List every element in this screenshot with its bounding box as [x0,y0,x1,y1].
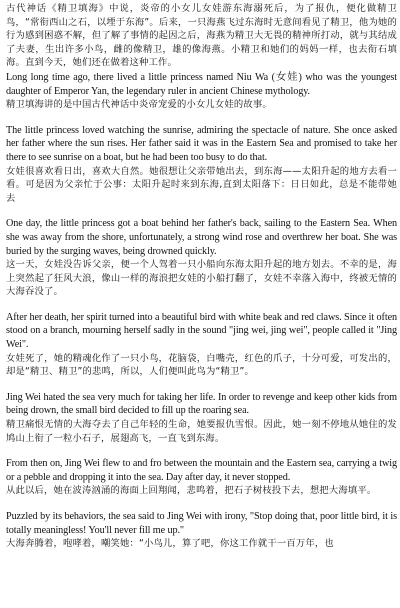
paragraph-sunrise-english: The little princess loved watching the sunrise, admiring the spectacle of nature. She once asked her father where the sun rises. Her father said it was in the Eastern Sea and promised to take her there to see sunrise on a boat, but he had been too busy to do that. [6,124,397,163]
paragraph-sea-irony-english: Puzzled by its behaviors, the sea said to Jing Wei with irony, "Stop doing that, poor little bird, it is totally meaningless! You'll never fill me up." [6,511,397,536]
paragraph-filling-sea-english: From then on, Jing Wei flew to and fro between the mountain and the Eastern sea, carrying a twig or a pebble and dropping it into the sea. Day after day, it never stopped. [6,458,397,483]
paragraph-boat [6,217,397,299]
paragraph-sea-irony-chinese: 大海奔腾着，咆哮着，嘲笑她：“小鸟儿，算了吧，你这工作就干一百万年，也 [6,538,334,550]
paragraph-spirit-bird-chinese: 女娃死了，她的精魂化作了一只小鸟，花脑袋，白嘴壳，红色的爪子，十分可爱，可发出的，却是“精卫、精卫”的悲鸣，所以，人们便叫此鸟为“精卫”。 [6,352,397,378]
paragraph-revenge-english: Jing Wei hated the sea very much for taking her life. In order to revenge and keep other kids from being drown, the small bird decided to fill up the roaring sea. [6,391,397,417]
paragraph-boat-english: One day, the little princess got a boat behind her father's back, sailing to the Eastern Sea. When she was away from the shore, unfortunately, a strong wind rose and overthrew her boat. She was buried by the surging waves, being drowned quickly. [6,218,397,257]
paragraph-intro [6,2,397,112]
paragraph-filling-sea-chinese: 从此以后，她在波涛汹涌的海面上回翔闻，悲鸣着，把石子树枝投下去，想把大海填平。 [6,485,377,497]
paragraph-sunrise-chinese: 女娃很喜欢看日出，喜欢大自然。她很想让父亲带她出去，到东海——太阳升起的地方去看一看。可是因为父亲忙于公事：太阳升起时来到东海,直到太阳落下：日日如此，总是不能带她去 [6,165,397,204]
paragraph-intro-chinese: 精卫填海讲的是中国古代神话中炎帝宠爱的小女儿女娃的故事。 [6,99,272,111]
paragraph-revenge [6,391,397,445]
paragraph-spirit-bird-english: After her death, her spirit turned into a beautiful bird with white beak and red claws. Since it often stood on a branch, mourning herself sadly in the sound "jing wei, jing wei", people called it "Jing Wei". [6,311,397,351]
paragraph-spirit-bird [6,311,397,379]
paragraph-boat-chinese: 这一天，女娃没告诉父亲，便一个人驾着一只小船向东海太阳升起的地方划去。不幸的是，海上突然起了狂风大浪，像山一样的海浪把女娃的小船打翻了，女娃不幸落入海中，终被无情的大海吞没了。 [6,259,397,298]
paragraph-sunrise [6,124,397,206]
paragraph-revenge-chinese: 精卫痛恨无情的大海夺去了自己年轻的生命，她要报仇雪恨。因此，她一刻不停地从她住的发鸠山上衔了一粒小石子，展翅高飞，一直飞到东海。 [6,419,397,444]
paragraph-sea-irony [6,510,397,551]
paragraph-filling-sea [6,457,397,498]
paragraph-intro-chinese-summary: 古代神话《精卫填海》中说，炎帝的小女儿女娃游东海溺死后，为了报仇，便化做精卫鸟，“常衔西山之石，以堙于东海”。后来，一只海燕飞过东海时无意间看见了精卫，他为她的行为感到困惑不解，但了解了事情的起因之后，海燕为精卫大无畏的精神所打动，就与其结成了夫妻，生出许多小鸟，雌的像精卫，雄的像海燕。小精卫和她们的妈妈一样，也去衔石填海。直到今天，她们还在做着这种工作。 [6,3,397,69]
paragraph-intro-english: Long long time ago, there lived a little princess named Niu Wa (女娃) who was the youngest daughter of Emperor Yan, the legendary ruler in ancient Chinese mythology. [6,71,397,97]
